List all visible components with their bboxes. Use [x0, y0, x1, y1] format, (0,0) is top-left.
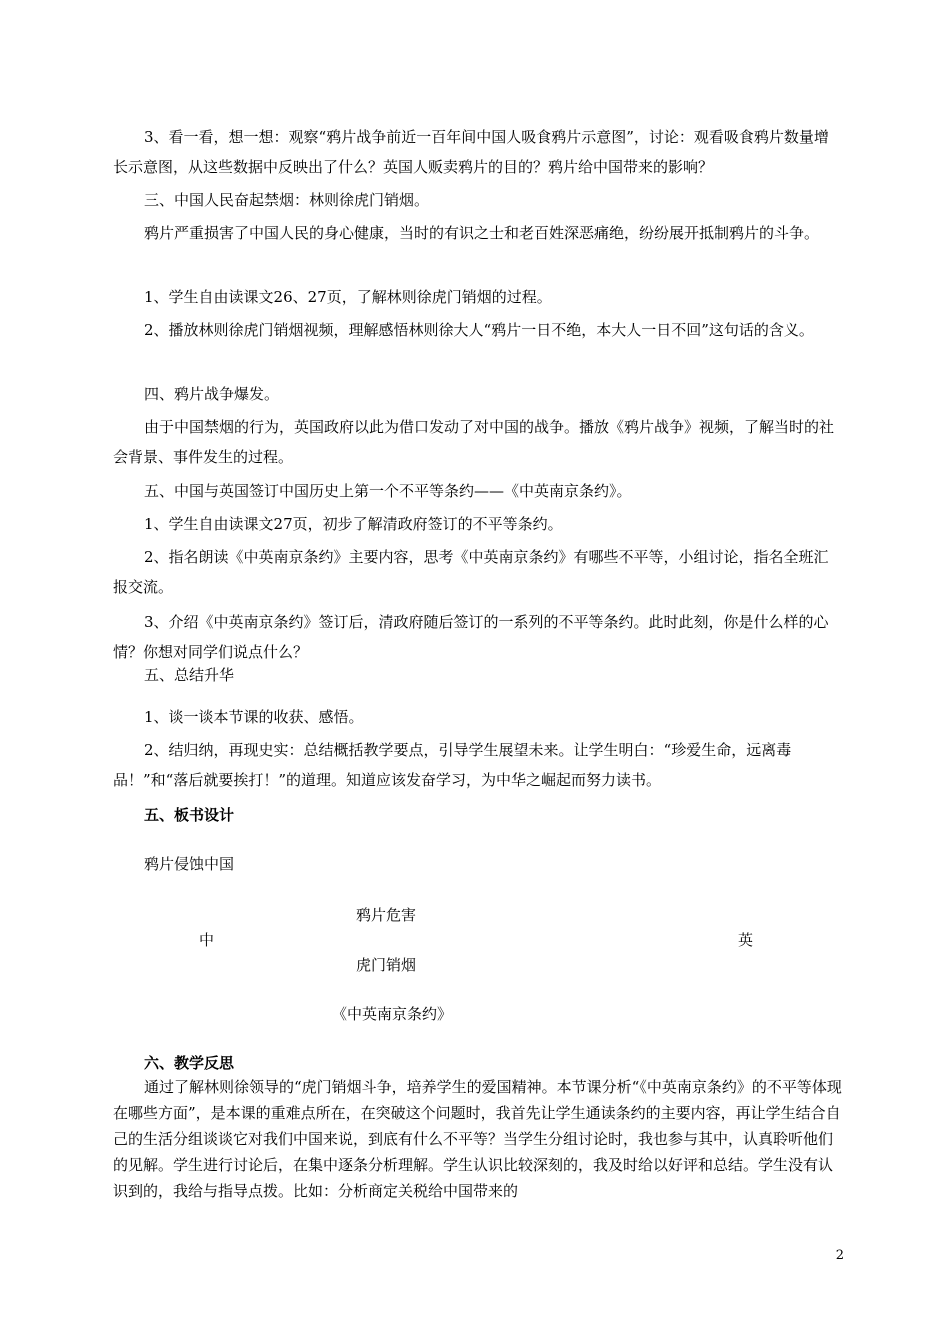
board-item-harm: 鸦片危害: [356, 906, 417, 924]
reflection-body: 通过了解林则徐领导的“虎门销烟斗争，培养学生的爱国精神。本节课分析“《中英南京条约》的不平等体现在哪些方面”，是本课的重难点所在，在突破这个问题时，我首先让学生通读条约的主要内容，再让学生结合自己的生活分组谈谈它对我们中国来说，到底有什么不平等？当学生分组讨论时，我也参与其中，认真聆听他们的见解。学生进行讨论后，在集中逐条分析理解。学生认识比较深刻的，我及时给以好评和总结。学生没有认识到的，我给与指导点拨。比如：分析商定关税给中国带来的: [113, 1078, 842, 1200]
paragraph-video: 2、播放林则徐虎门销烟视频，理解感悟林则徐大人“鸦片一日不绝，本大人一日不回”这句话的含义。: [144, 321, 814, 339]
section-heading-treaty: 五、中国与英国签订中国历史上第一个不平等条约——《中英南京条约》。: [144, 482, 632, 500]
paragraph-treaty-read: 1、学生自由读课文27页，初步了解清政府签订的不平等条约。: [144, 515, 563, 533]
board-item-smoke: 虎门销烟: [356, 956, 417, 974]
paragraph-war-cause: 由于中国禁烟的行为，英国政府以此为借口发动了对中国的战争。播放《鸦片战争》视频，了解当时的社会背景、事件发生的过程。: [113, 418, 835, 466]
paragraph-treaty-discuss: 2、指名朗读《中英南京条约》主要内容，思考《中英南京条约》有哪些不平等，小组讨论，指名全班汇报交流。: [113, 548, 829, 596]
board-right-britain: 英: [738, 931, 754, 949]
section-heading-ban-opium: 三、中国人民奋起禁烟：林则徐虎门销烟。: [144, 191, 430, 209]
paragraph-treaty-series: 3、介绍《中英南京条约》签订后，清政府随后签订的一系列的不平等条约。此时此刻，你是什么样的心情？你想对同学们说点什么？: [113, 613, 829, 661]
paragraph-summary-2: 2、结归纳，再现史实：总结概括教学要点，引导学生展望未来。让学生明白：“珍爱生命，远离毒品！”和“落后就要挨打！”的道理。知道应该发奋学习，为中华之崛起而努力读书。: [113, 741, 792, 789]
board-left-china: 中: [199, 931, 215, 949]
paragraph-summary-1: 1、谈一谈本节课的收获、感悟。: [144, 708, 364, 726]
section-heading-board: 五、板书设计: [144, 806, 235, 824]
section-heading-war: 四、鸦片战争爆发。: [144, 385, 280, 403]
page-number: 2: [835, 1248, 844, 1263]
paragraph-opium-harm: 鸦片严重损害了中国人民的身心健康，当时的有识之士和老百姓深恶痛绝，纷纷展开抵制鸦片的斗争。: [144, 224, 820, 242]
board-treaty: 《中英南京条约》: [332, 1005, 453, 1023]
section-heading-reflection: 六、教学反思: [144, 1054, 235, 1072]
board-title: 鸦片侵蚀中国: [144, 855, 235, 873]
section-heading-summary: 五、总结升华: [144, 666, 235, 684]
paragraph-read-text: 1、学生自由读课文26、27页，了解林则徐虎门销烟的过程。: [144, 288, 552, 306]
paragraph-observe: 3、看一看，想一想：观察“鸦片战争前近一百年间中国人吸食鸦片示意图”，讨论：观看吸食鸦片数量增长示意图，从这些数据中反映出了什么？英国人贩卖鸦片的目的？鸦片给中国带来的影响？: [113, 128, 829, 176]
